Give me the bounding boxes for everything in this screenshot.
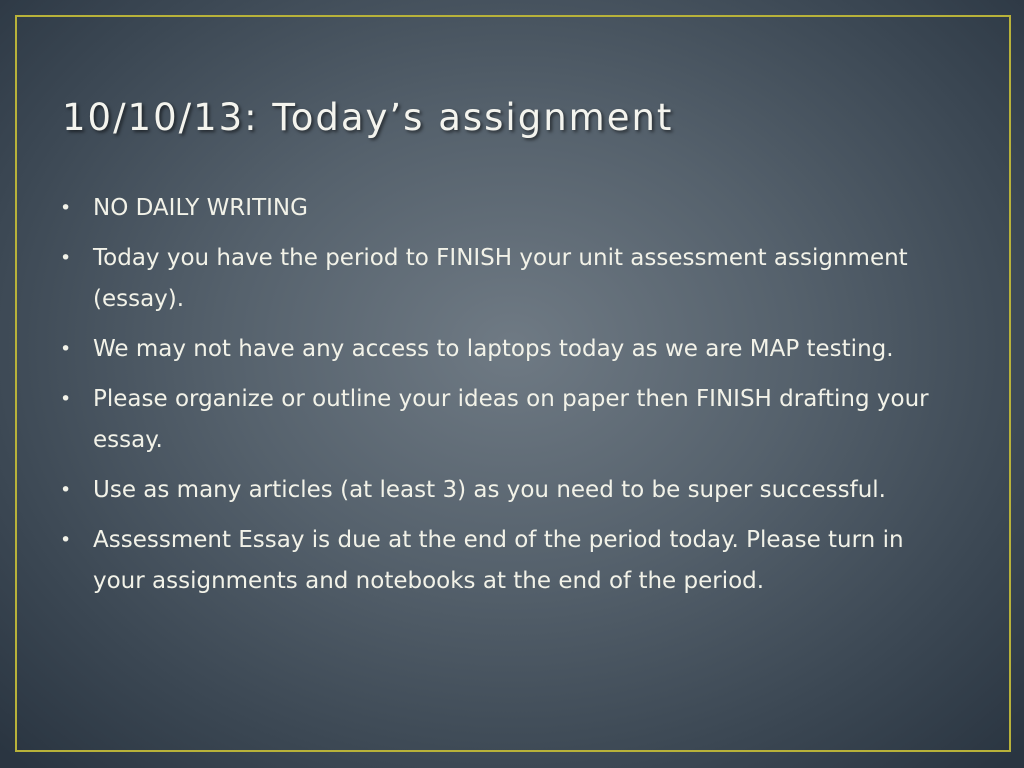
bullet-item	[58, 379, 958, 461]
bullet-text: NO DAILY WRITING	[93, 195, 308, 221]
bullet-text: We may not have any access to laptops today as we are MAP testing.	[93, 336, 894, 362]
bullet-list	[58, 188, 958, 611]
bullet-text: Please organize or outline your ideas on paper then FINISH drafting your essay.	[93, 386, 929, 453]
bullet-dot-icon: •	[60, 388, 72, 410]
bullet-item	[58, 520, 958, 602]
bullet-item	[58, 238, 958, 320]
bullet-text: Use as many articles (at least 3) as you need to be super successful.	[93, 477, 886, 503]
bullet-dot-icon: •	[60, 338, 72, 360]
bullet-text: Assessment Essay is due at the end of the period today. Please turn in your assignments and notebooks at the end of the period.	[93, 527, 904, 594]
bullet-dot-icon: •	[60, 479, 72, 501]
bullet-item	[58, 188, 958, 229]
bullet-item	[58, 470, 958, 511]
bullet-dot-icon: •	[60, 197, 72, 219]
bullet-item	[58, 329, 958, 370]
bullet-dot-icon: •	[60, 247, 72, 269]
bullet-text: Today you have the period to FINISH your unit assessment assignment (essay).	[93, 245, 908, 312]
bullet-dot-icon: •	[60, 529, 72, 551]
slide-title: 10/10/13: Today’s assignment	[62, 96, 674, 139]
